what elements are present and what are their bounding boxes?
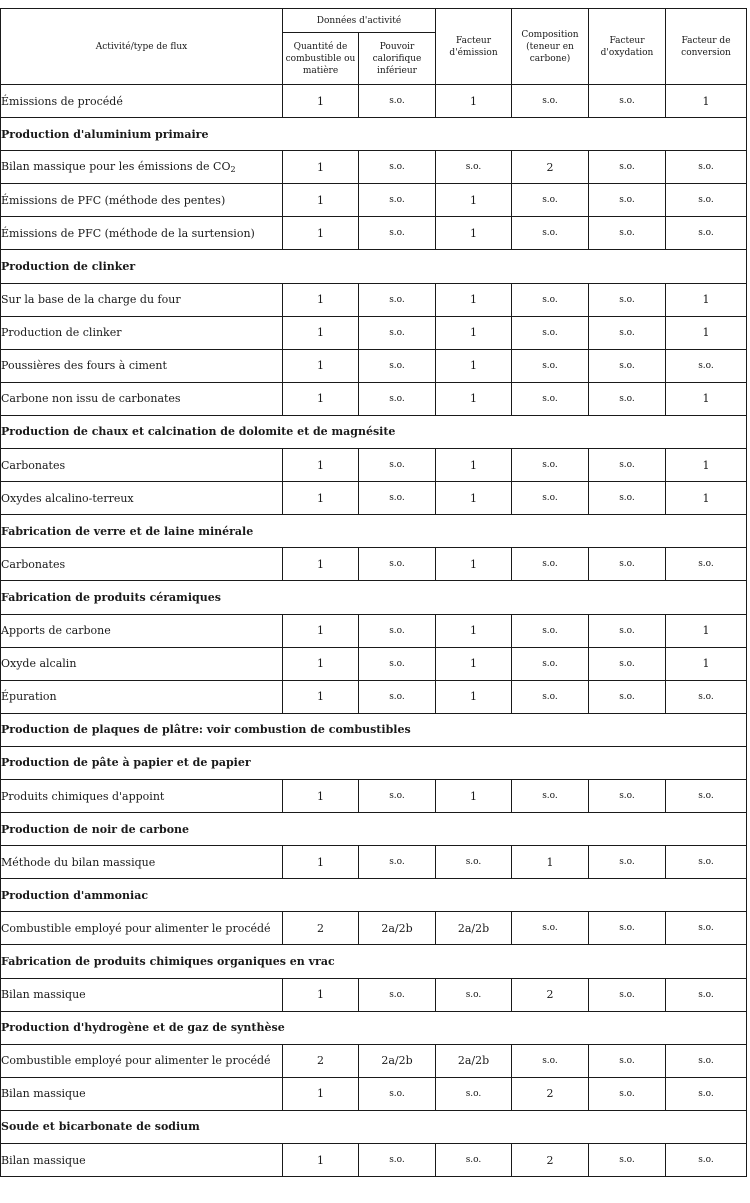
section-heading: Production de clinker [1, 250, 747, 283]
facteur-conversion-cell: 1 [666, 614, 747, 647]
composition-cell: s.o. [512, 779, 589, 812]
composition-cell: s.o. [512, 548, 589, 581]
activity-label-text: Émissions de procédé [1, 94, 123, 108]
activity-label-text: Méthode du bilan massique [1, 855, 156, 869]
facteur-emission-cell: s.o. [436, 978, 512, 1011]
table-row [1, 217, 747, 250]
activity-label [1, 382, 283, 415]
quantite-cell: 1 [283, 1144, 359, 1177]
section-row [1, 813, 747, 846]
section-heading: Production d'aluminium primaire [1, 118, 747, 151]
activity-label-text: Carbonates [1, 557, 66, 571]
facteur-conversion-cell: s.o. [666, 912, 747, 945]
activity-label [1, 912, 283, 945]
composition-cell: s.o. [512, 647, 589, 680]
section-heading: Production de noir de carbone [1, 813, 747, 846]
activity-label [1, 316, 283, 349]
composition-cell: 2 [512, 1144, 589, 1177]
table-row [1, 647, 747, 680]
table-row [1, 382, 747, 415]
facteur-emission-cell: s.o. [436, 1144, 512, 1177]
section-heading: Production de chaux et calcination de dolomite et de magnésite [1, 415, 747, 448]
pouvoir-cell: s.o. [359, 1144, 436, 1177]
composition-cell: s.o. [512, 349, 589, 382]
pouvoir-cell: 2a/2b [359, 912, 436, 945]
quantite-cell: 1 [283, 349, 359, 382]
activity-label [1, 846, 283, 879]
quantite-cell: 1 [283, 283, 359, 316]
section-row [1, 515, 747, 548]
quantite-cell: 1 [283, 548, 359, 581]
facteur-emission-cell: 1 [436, 349, 512, 382]
activity-label [1, 449, 283, 482]
table-row [1, 912, 747, 945]
activity-label-subscript: 2 [230, 165, 236, 175]
facteur-oxydation-cell: s.o. [589, 85, 666, 118]
facteur-emission-cell: 2a/2b [436, 1044, 512, 1077]
quantite-cell: 1 [283, 482, 359, 515]
composition-cell: s.o. [512, 912, 589, 945]
facteur-emission-cell: 1 [436, 779, 512, 812]
activity-label-text: Épuration [1, 690, 57, 704]
activity-label-text: Apports de carbone [1, 624, 111, 638]
pouvoir-cell: s.o. [359, 217, 436, 250]
activity-label-text: Sur la base de la charge du four [1, 293, 181, 307]
section-heading: Fabrication de produits céramiques [1, 581, 747, 614]
facteur-conversion-cell: s.o. [666, 680, 747, 713]
activity-label-text: Bilan massique [1, 1153, 86, 1167]
activity-label-text: Émissions de PFC (méthode des pentes) [1, 193, 226, 207]
composition-cell: s.o. [512, 283, 589, 316]
facteur-oxydation-cell: s.o. [589, 1144, 666, 1177]
quantite-cell: 2 [283, 912, 359, 945]
facteur-emission-cell: s.o. [436, 151, 512, 184]
activity-label [1, 349, 283, 382]
quantite-cell: 1 [283, 978, 359, 1011]
section-row [1, 879, 747, 912]
composition-cell: 1 [512, 846, 589, 879]
section-heading: Fabrication de verre et de laine minérale [1, 515, 747, 548]
activity-label-text: Poussières des fours à ciment [1, 359, 167, 373]
activity-label-text: Combustible employé pour alimenter le procédé [1, 921, 271, 935]
facteur-emission-cell: s.o. [436, 846, 512, 879]
composition-cell: 2 [512, 151, 589, 184]
composition-cell: 2 [512, 978, 589, 1011]
facteur-conversion-cell: 1 [666, 85, 747, 118]
activity-label-text: Oxydes alcalino-terreux [1, 491, 134, 505]
composition-cell: s.o. [512, 1044, 589, 1077]
emissions-tier-table [0, 8, 747, 1177]
facteur-conversion-cell: 1 [666, 382, 747, 415]
facteur-oxydation-cell: s.o. [589, 1044, 666, 1077]
activity-label [1, 184, 283, 217]
pouvoir-cell: s.o. [359, 283, 436, 316]
facteur-oxydation-cell: s.o. [589, 217, 666, 250]
quantite-cell: 2 [283, 1044, 359, 1077]
composition-cell: s.o. [512, 184, 589, 217]
facteur-emission-cell: 1 [436, 614, 512, 647]
composition-cell: s.o. [512, 614, 589, 647]
table-row [1, 680, 747, 713]
activity-label [1, 680, 283, 713]
facteur-emission-cell: 1 [436, 283, 512, 316]
table-row [1, 548, 747, 581]
facteur-conversion-cell: s.o. [666, 548, 747, 581]
facteur-oxydation-cell: s.o. [589, 912, 666, 945]
pouvoir-cell: s.o. [359, 382, 436, 415]
activity-label [1, 779, 283, 812]
facteur-emission-cell: 1 [436, 217, 512, 250]
facteur-emission-cell: 1 [436, 449, 512, 482]
activity-label-text: Produits chimiques d'appoint [1, 789, 165, 803]
facteur-oxydation-cell: s.o. [589, 846, 666, 879]
pouvoir-cell: s.o. [359, 647, 436, 680]
quantite-cell: 1 [283, 779, 359, 812]
pouvoir-cell: s.o. [359, 846, 436, 879]
header-facteur-conversion: Facteur de conversion [666, 9, 747, 85]
header-composition: Composition (teneur en carbone) [512, 9, 589, 85]
section-heading: Production d'hydrogène et de gaz de synthèse [1, 1011, 747, 1044]
activity-label-text: Carbonates [1, 458, 66, 472]
table-row [1, 316, 747, 349]
quantite-cell: 1 [283, 184, 359, 217]
table-row [1, 482, 747, 515]
facteur-oxydation-cell: s.o. [589, 382, 666, 415]
quantite-cell: 1 [283, 647, 359, 680]
activity-label [1, 217, 283, 250]
pouvoir-cell: s.o. [359, 449, 436, 482]
section-row [1, 713, 747, 746]
quantite-cell: 1 [283, 85, 359, 118]
quantite-cell: 1 [283, 846, 359, 879]
header-quantite: Quantité de combustible ou matière [283, 33, 359, 85]
pouvoir-cell: s.o. [359, 779, 436, 812]
facteur-conversion-cell: s.o. [666, 978, 747, 1011]
facteur-oxydation-cell: s.o. [589, 151, 666, 184]
facteur-emission-cell: 1 [436, 548, 512, 581]
table-row [1, 846, 747, 879]
facteur-oxydation-cell: s.o. [589, 1077, 666, 1110]
facteur-conversion-cell: 1 [666, 647, 747, 680]
composition-cell: s.o. [512, 217, 589, 250]
facteur-oxydation-cell: s.o. [589, 978, 666, 1011]
facteur-emission-cell: 1 [436, 680, 512, 713]
pouvoir-cell: s.o. [359, 482, 436, 515]
facteur-oxydation-cell: s.o. [589, 614, 666, 647]
activity-label [1, 283, 283, 316]
composition-cell: s.o. [512, 482, 589, 515]
activity-label-text: Bilan massique pour les émissions de CO [1, 160, 231, 174]
activity-label [1, 1077, 283, 1110]
section-row [1, 118, 747, 151]
pouvoir-cell: s.o. [359, 1077, 436, 1110]
activity-label-text: Bilan massique [1, 988, 86, 1002]
activity-label-text: Production de clinker [1, 326, 122, 340]
facteur-oxydation-cell: s.o. [589, 482, 666, 515]
header-activity: Activité/type de flux [1, 9, 283, 85]
header-facteur-oxydation: Facteur d'oxydation [589, 9, 666, 85]
facteur-oxydation-cell: s.o. [589, 647, 666, 680]
facteur-oxydation-cell: s.o. [589, 184, 666, 217]
pouvoir-cell: s.o. [359, 978, 436, 1011]
facteur-oxydation-cell: s.o. [589, 349, 666, 382]
table-row [1, 283, 747, 316]
table-row [1, 349, 747, 382]
quantite-cell: 1 [283, 151, 359, 184]
facteur-conversion-cell: s.o. [666, 779, 747, 812]
activity-label [1, 1044, 283, 1077]
composition-cell: s.o. [512, 382, 589, 415]
activity-label-text: Émissions de PFC (méthode de la surtension) [1, 226, 255, 240]
facteur-oxydation-cell: s.o. [589, 316, 666, 349]
quantite-cell: 1 [283, 680, 359, 713]
facteur-oxydation-cell: s.o. [589, 548, 666, 581]
facteur-oxydation-cell: s.o. [589, 779, 666, 812]
activity-label [1, 614, 283, 647]
activity-label-text: Bilan massique [1, 1087, 86, 1101]
table-row [1, 151, 747, 184]
facteur-conversion-cell: 1 [666, 482, 747, 515]
pouvoir-cell: s.o. [359, 349, 436, 382]
quantite-cell: 1 [283, 382, 359, 415]
facteur-oxydation-cell: s.o. [589, 449, 666, 482]
facteur-conversion-cell: s.o. [666, 1077, 747, 1110]
section-row [1, 1110, 747, 1143]
quantite-cell: 1 [283, 217, 359, 250]
table-row [1, 1077, 747, 1110]
activity-label [1, 482, 283, 515]
section-heading: Fabrication de produits chimiques organiques en vrac [1, 945, 747, 978]
facteur-emission-cell: 1 [436, 316, 512, 349]
quantite-cell: 1 [283, 614, 359, 647]
pouvoir-cell: s.o. [359, 680, 436, 713]
activity-label [1, 647, 283, 680]
facteur-conversion-cell: s.o. [666, 151, 747, 184]
facteur-emission-cell: 1 [436, 647, 512, 680]
section-row [1, 415, 747, 448]
quantite-cell: 1 [283, 449, 359, 482]
section-heading: Production d'ammoniac [1, 879, 747, 912]
section-row [1, 250, 747, 283]
section-heading: Soude et bicarbonate de sodium [1, 1110, 747, 1143]
table-row [1, 1144, 747, 1177]
section-row [1, 581, 747, 614]
table-row [1, 779, 747, 812]
table-row [1, 184, 747, 217]
composition-cell: 2 [512, 1077, 589, 1110]
section-heading: Production de pâte à papier et de papier [1, 746, 747, 779]
facteur-conversion-cell: s.o. [666, 1144, 747, 1177]
facteur-emission-cell: 1 [436, 382, 512, 415]
section-heading: Production de plaques de plâtre: voir combustion de combustibles [1, 713, 747, 746]
table-row [1, 978, 747, 1011]
facteur-emission-cell: 1 [436, 184, 512, 217]
quantite-cell: 1 [283, 316, 359, 349]
facteur-emission-cell: 1 [436, 482, 512, 515]
facteur-emission-cell: 2a/2b [436, 912, 512, 945]
activity-label [1, 978, 283, 1011]
facteur-oxydation-cell: s.o. [589, 680, 666, 713]
facteur-emission-cell: s.o. [436, 1077, 512, 1110]
section-row [1, 746, 747, 779]
table-row [1, 85, 747, 118]
quantite-cell: 1 [283, 1077, 359, 1110]
facteur-conversion-cell: 1 [666, 449, 747, 482]
composition-cell: s.o. [512, 316, 589, 349]
facteur-conversion-cell: 1 [666, 316, 747, 349]
activity-label-text: Combustible employé pour alimenter le procédé [1, 1054, 271, 1068]
header-pouvoir-calorifique: Pouvoir calorifique inférieur [359, 33, 436, 85]
pouvoir-cell: s.o. [359, 151, 436, 184]
composition-cell: s.o. [512, 680, 589, 713]
facteur-conversion-cell: 1 [666, 283, 747, 316]
pouvoir-cell: 2a/2b [359, 1044, 436, 1077]
pouvoir-cell: s.o. [359, 548, 436, 581]
facteur-conversion-cell: s.o. [666, 1044, 747, 1077]
activity-label [1, 85, 283, 118]
facteur-conversion-cell: s.o. [666, 349, 747, 382]
facteur-conversion-cell: s.o. [666, 217, 747, 250]
activity-label [1, 1144, 283, 1177]
facteur-oxydation-cell: s.o. [589, 283, 666, 316]
table-body [1, 85, 747, 1177]
pouvoir-cell: s.o. [359, 85, 436, 118]
activity-label [1, 151, 283, 184]
section-row [1, 1011, 747, 1044]
table-row [1, 449, 747, 482]
table-row [1, 1044, 747, 1077]
header-facteur-emission: Facteur d'émission [436, 9, 512, 85]
pouvoir-cell: s.o. [359, 316, 436, 349]
facteur-emission-cell: 1 [436, 85, 512, 118]
facteur-conversion-cell: s.o. [666, 846, 747, 879]
activity-label-text: Oxyde alcalin [1, 657, 77, 671]
composition-cell: s.o. [512, 85, 589, 118]
pouvoir-cell: s.o. [359, 614, 436, 647]
activity-label-text: Carbone non issu de carbonates [1, 392, 181, 406]
activity-label [1, 548, 283, 581]
facteur-conversion-cell: s.o. [666, 184, 747, 217]
composition-cell: s.o. [512, 449, 589, 482]
header-donnees-activite: Données d'activité [283, 9, 436, 33]
pouvoir-cell: s.o. [359, 184, 436, 217]
section-row [1, 945, 747, 978]
table-row [1, 614, 747, 647]
